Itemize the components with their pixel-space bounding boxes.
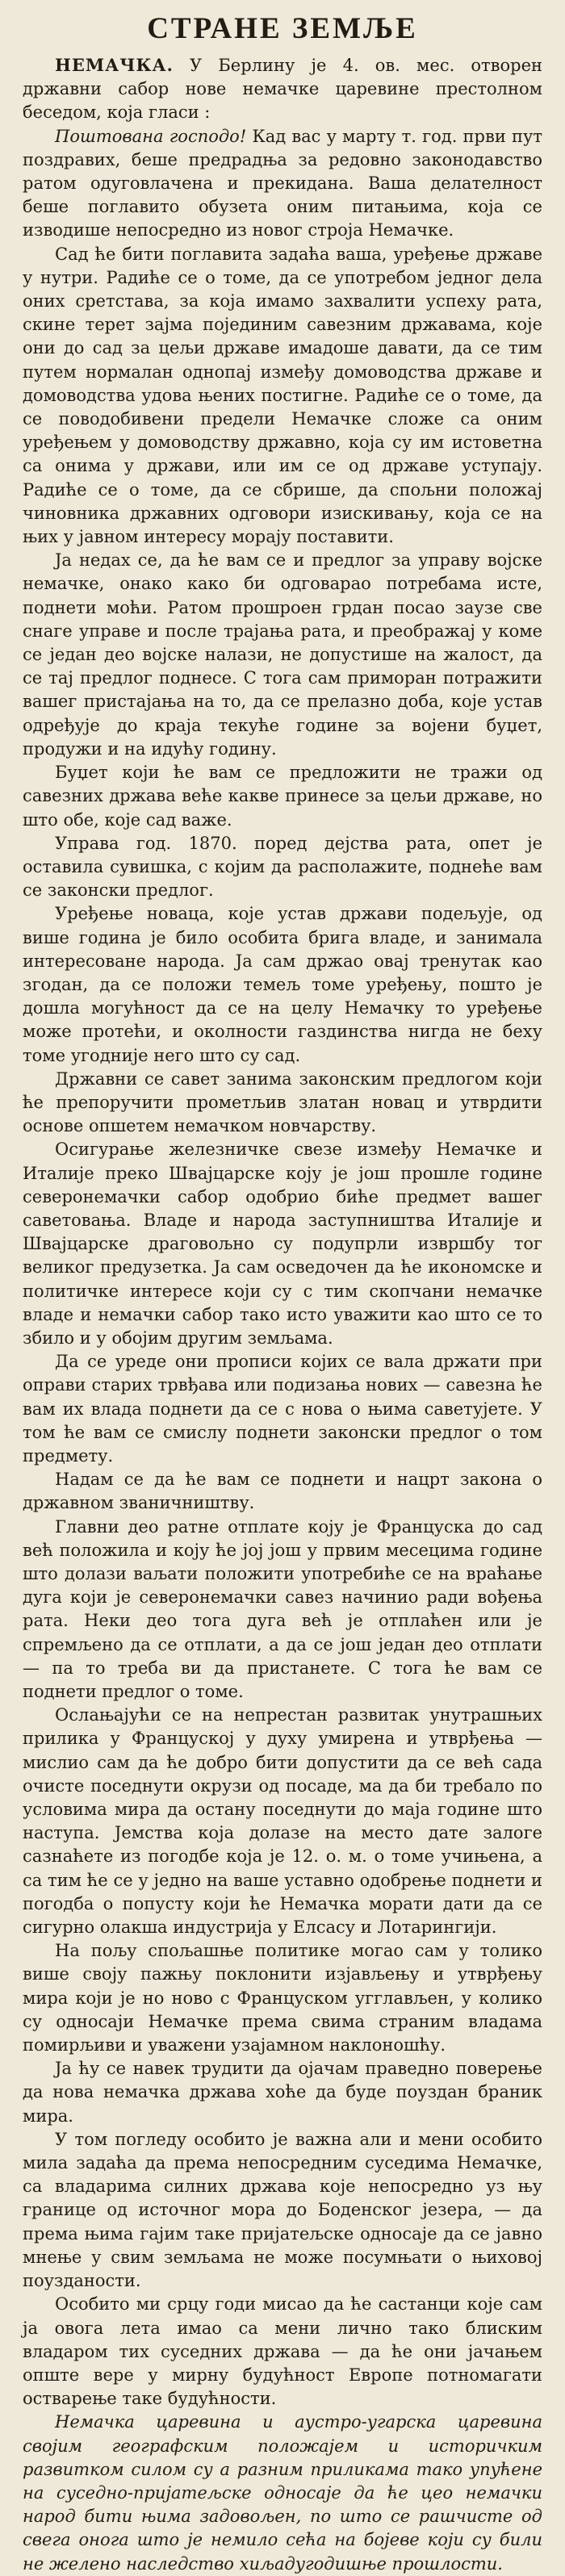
speech-paragraph: На пољу спољашње политике могао сам у толико више своју пажњу поклонити изјављењу и утврђењу мира који је но ново с Француском угглављен, у колико су односаји Немачке према свима страним владама помирљиви и уважени узајамном наклоношћу. [23,1941,542,2055]
speech-paragraph: Главни део ратне отплате коју је Француска до сад већ положила и коју ће јој још у првим месецима године што долази ваљати положити употребиће се на враћање дуга који је северонемачки савез начинио ради вођења рата. Неки део тога дуга већ је отплаћен или је спремљено да се отплати, а да се још један део отплати — па то треба ви да пристанете. С тога ће вам се поднети предлог о томе. [23,1516,542,1702]
speech-paragraph: Управа год. 1870. поред дејства рата, опет је оставила сувишка, с којим да располажите, поднеће вам се законски предлог. [23,833,542,901]
speech-paragraph: Особито ми срцу годи мисао да ће састанци које сам ја овога лета имао са мени лично тако блиским владаром тих суседних држава — да ће они јачањем опште вере у мирну будућност Европе потномагати остварење таке будућности. [23,2294,542,2409]
speech-paragraph: Надам се да ће вам се поднети и нацрт закона о државном званичништву. [23,1470,542,1513]
speech-paragraph: Осигурање железничке свезе између Немачке и Италије преко Швајцарске коју је још прошле године северонемачки сабор одобрио биће предмет вашег саветовања. Владе и народа заступништва Италије и Швајцарске драговољно су подупрли извршбу тог великог предузетка. Ја сам осведочен да ће икономске и политичке интересе који су с тим скопчани немачке владе и немачки сабор тако исто уважити као што се то збило и у обојим другим земљама. [23,1140,542,1348]
section-title: СТРАНЕ ЗЕМЉЕ [147,12,418,45]
address-text: Кад вас у марту т. год. први пут поздравих, беше предрадња за редовно законодавство ратом одуговлачена и прекидана. Ваша делателност беше поглавито обузета оним питањима, која се изводише непосредно из новог строја Немачке. [23,126,542,240]
address-salutation: Поштована господо! [55,126,247,146]
speech-paragraph: Ја ћу се навек трудити да ојачам праведно поверење да нова немачка држава хоће да буде поуздан браник мира. [23,2059,542,2126]
article-body [23,53,542,2576]
speech-paragraph: Ја недах се, да ће вам се и предлог за управу војске немачке, онако како би одговарао потребама исте, поднети моћи. Ратом прошроен грдан посао заузе све снаге управе и после трајања рата, и преображај у коме се један део војске налази, не допустише на жалост, да се тај предлог поднесе. С тога сам приморан потражити вашег пристајања на то, да се прелазно доба, које устав одређује до краја текуће године за војени буџет, продужи и на идућу годину. [23,550,542,759]
speech-paragraph: Сад ће бити поглавита задаћа ваша, уређење државе у нутри. Радиће се о томе, да се употребом једног дела оних сретстава, за која имамо захвалити успеху рата, скине терет зајма појединим савезним државама, које они до сад за цељи државе имадоше давати, да се тим путем нормалан однопај између домоводства државе и домоводства удова њених постигне. Радиће се о томе, да се поводобивени предели Немачке сложе са оним уређењем у домоводству државно, која су им истоветна са онима у држави, или им се од државе уступају. Радиће се о томе, да се сбрише, да спољни положај чиновника државних одговори изискивању, која се на њих у јавном интересу морају поставити. [23,244,542,547]
address-paragraph [23,125,542,243]
speech-paragraph: Уређење новаца, које устав држави подељује, од више година је било особита брига владе, и занимала интересоване народа. Ја сам држао овај тренутак као згодан, да се положи темељ томе уређењу, пошто је дошла могућност да се на целу Немачку то уређење може протећи, и околности газдинства нигда не беху томе угодније него што су сад. [23,904,542,1065]
closing-paragraph: Немачка царевина и аустро-угарска царевина својим географским положајем и историчким развитком силом су а разним приликама тако упућене на суседно-пријатељске односаје да ће цео немачки народ бити њима задовољен, по што се рашчисте од свега онога што је немило сећа на бојеве који су били не желено наследство хиљадугодишње прошлости. [23,2412,542,2574]
speech-paragraph: Буџет који ће вам се предложити не тражи од савезних држава веће какве принесе за цељи државе, но што обе, које сад важе. [23,763,542,830]
speech-paragraph: Да се уреде они прописи којих се вала држати при оправи старих трвђава или подизања нових — савезна ће вам их влада поднети да се с нова о њима саветујете. У том ће вам се смислу поднети законски предлог о том предмету. [23,1352,542,1466]
lead-paragraph [23,53,542,125]
lead-country: НЕМАЧКА. [55,55,174,75]
speech-paragraph: Ослањајући се на непрестан развитак унутрашњих прилика у Француској у духу умирена и утврђења — мислио сам да ће добро бити допустити да се већ сада очисте поседнути окрузи од посаде, ма да би требало по условима мира да остану поседнути до маја године што наступа. Јемства која долазе на место дате залоге сазнаћете из погодбе која је 12. о. м. о томе учињена, а са тим ће се у једно на ваше уставно одобрење поднети и погодба о попусту који ће Немачка морати дати да се сигурно олакша индустрија у Елсасу и Лотарингији. [23,1705,542,1938]
speech-paragraph: У том погледу особито је важна али и мени особито мила задаћа да према непосредним суседима Немачке, са владарима силних држава које непосредно уз њу границе од источног мора до Боденског језера, — да према њима гајим таке пријатељске односаје да се јавно мнење у свим земљама не може посумњати о њиховој поузданости. [23,2129,542,2291]
speech-paragraph: Државни се савет занима законским предлогом који ће препоручити прометљив златан новац и утврдити основе опшетем немачком новчарству. [23,1068,542,1136]
lead-text: У Берлину је 4. ов. мес. отворен државни сабор нове немачке царевине престолном беседом, која гласи : [23,56,542,123]
